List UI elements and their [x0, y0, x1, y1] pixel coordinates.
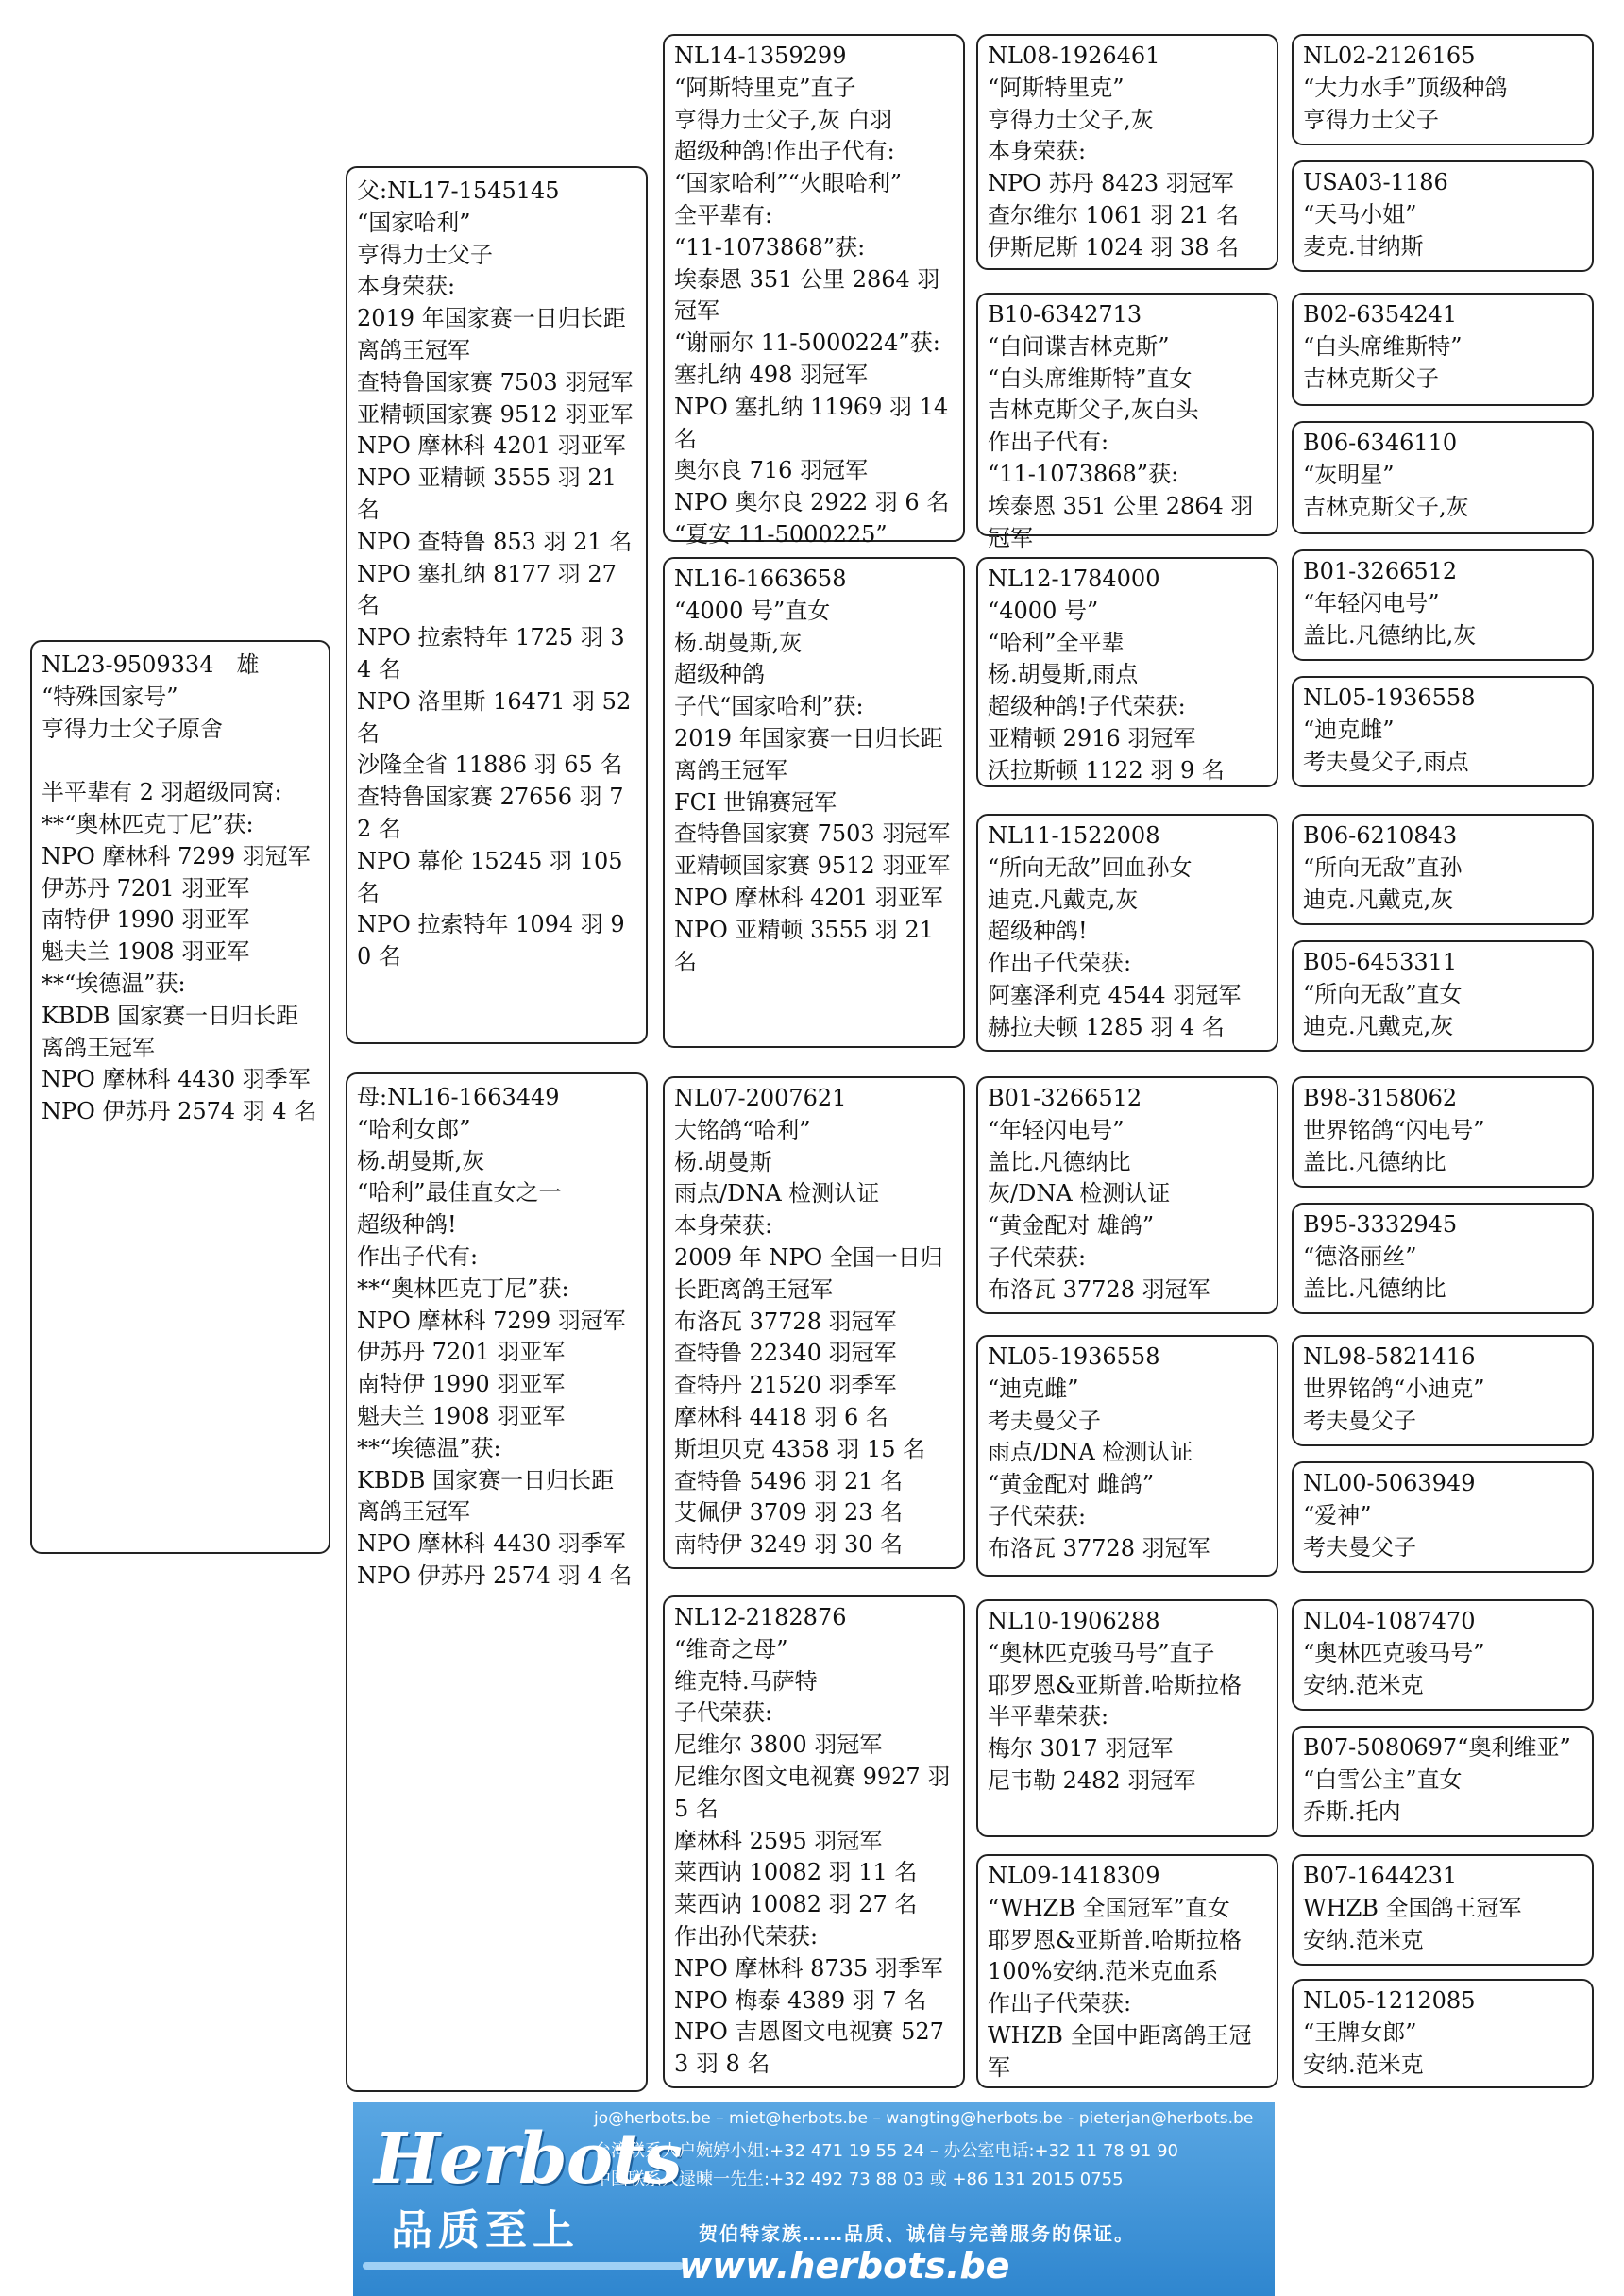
pedigree-line: 本身荣获: — [988, 138, 1087, 165]
pedigree-line: 乔斯.托内 — [1303, 1798, 1401, 1825]
pedigree-line: 子代荣获: — [988, 1502, 1087, 1529]
pedigree-line: 莱西讷 10082 羽 27 名 — [674, 1891, 918, 1918]
ring-number: USA03-1186 — [1303, 169, 1448, 195]
tagline: 贺伯特家族……品质、诚信与完善服务的保证。 — [699, 2222, 1135, 2245]
email-list[interactable]: jo@herbots.be – miet@herbots.be – wangting@herbots.be - pieterjan@herbots.be — [594, 2109, 1254, 2128]
pedigree-line: “奥林匹克骏马号” — [1303, 1639, 1485, 1666]
pedigree-line: NPO 摩林科 8735 羽季军 — [674, 1954, 943, 1982]
pedigree-line: “大力水手”顶级种鸽 — [1303, 74, 1508, 101]
pedigree-line: 摩林科 2595 羽冠军 — [674, 1827, 883, 1854]
pedigree-line: “11-1073868”获: — [674, 233, 866, 261]
pedigree-line: NPO 伊苏丹 2574 羽 4 名 — [357, 1562, 633, 1589]
pedigree-line: “所向无敌”直女 — [1303, 980, 1463, 1007]
slogan: 品质至上 — [391, 2206, 580, 2254]
pedigree-line: 尼维尔图文电视赛 9927 羽 5 名 — [674, 1763, 957, 1822]
pedigree-line: 布洛瓦 37728 羽冠军 — [674, 1308, 897, 1335]
pedigree-line: 赫拉夫顿 1285 羽 4 名 — [988, 1013, 1225, 1040]
gggp-card-9 — [1292, 1076, 1594, 1188]
pedigree-line: “4000 号” — [988, 597, 1099, 624]
pedigree-line: 100%安纳.范米克血系 — [988, 1958, 1219, 1985]
pedigree-line: 杨.胡曼斯,灰 — [357, 1147, 485, 1174]
herbots-logo: Herbots — [374, 2119, 682, 2200]
ring-number: B05-6453311 — [1303, 949, 1458, 975]
ring-number: NL02-2126165 — [1303, 42, 1476, 69]
gggp-card-8 — [1292, 940, 1594, 1052]
pedigree-line: 作出孙代荣获: — [674, 1922, 819, 1950]
gggp-card-5 — [1292, 549, 1594, 661]
pedigree-line: NPO 拉索特年 1094 羽 90 名 — [357, 911, 625, 971]
pedigree-line: NPO 摩林科 7299 羽冠军 — [42, 842, 311, 869]
pedigree-line: “所向无敌”回血孙女 — [988, 853, 1193, 881]
gggp-card-4 — [1292, 421, 1594, 534]
pedigree-line: “白头席维斯特” — [1303, 332, 1463, 360]
pedigree-line: 超级种鸽!子代荣获: — [988, 693, 1186, 720]
pedigree-line: “阿斯特里克”直子 — [674, 74, 856, 101]
pedigree-line: 迪克.凡戴克,灰 — [1303, 886, 1454, 913]
pedigree-line: NPO 摩林科 4430 羽季军 — [357, 1530, 626, 1558]
sire-sire-card — [663, 34, 965, 548]
pedigree-line: 南特伊 1990 羽亚军 — [42, 906, 250, 934]
pedigree-line: 亚精顿 2916 羽冠军 — [988, 724, 1196, 751]
pedigree-line: 杨.胡曼斯,雨点 — [988, 661, 1139, 688]
pedigree-line: 超级种鸽! — [988, 918, 1088, 945]
pedigree-line: 维克特.马萨特 — [674, 1667, 818, 1695]
pedigree-line: 2019 年国家赛一日归长距离鸽王冠军 — [674, 724, 943, 784]
ring-number: NL12-2182876 — [674, 1604, 847, 1630]
website-link[interactable]: www.herbots.be — [679, 2245, 1010, 2287]
ring-number: B06-6210843 — [1303, 822, 1458, 849]
pedigree-line: 杨.胡曼斯 — [674, 1148, 772, 1175]
pedigree-line: 摩林科 4418 羽 6 名 — [674, 1403, 888, 1430]
swoosh-decoration — [363, 2262, 684, 2270]
pedigree-line: 超级种鸽 — [674, 661, 765, 688]
pedigree-line: “国家哈利” — [357, 209, 471, 236]
ring-number: NL12-1784000 — [988, 566, 1160, 592]
pedigree-line: NPO 塞扎纳 8177 羽 27 名 — [357, 560, 624, 619]
pedigree-line: “夏安 11-5000225” — [674, 520, 888, 548]
pedigree-line: 梅尔 3017 羽冠军 — [988, 1735, 1174, 1763]
pedigree-line: 查特鲁国家赛 7503 羽冠军 — [357, 368, 634, 396]
pedigree-line: NPO 摩林科 4201 羽亚军 — [357, 432, 626, 460]
ggp-card-6 — [976, 1335, 1278, 1577]
ring-number: NL16-1663658 — [674, 566, 847, 592]
taiwan-contact: 台湾联系人户婉婷小姐:+32 471 19 55 24 – 办公室电话:+32 11 78 91 90 — [594, 2141, 1179, 2161]
pedigree-line: NPO 苏丹 8423 羽冠军 — [988, 170, 1234, 197]
gggp-card-14 — [1292, 1726, 1594, 1837]
ring-number: B07-1644231 — [1303, 1863, 1458, 1889]
pedigree-line: 查特鲁国家赛 27656 羽 72 名 — [357, 784, 624, 842]
ring-number: NL10-1906288 — [988, 1608, 1160, 1634]
ggp-card-7 — [976, 1599, 1278, 1837]
ring-number: B01-3266512 — [988, 1085, 1142, 1111]
pedigree-line: 耶罗恩&亚斯普.哈斯拉格 — [988, 1926, 1242, 1953]
pedigree-line: 考夫曼父子 — [1303, 1533, 1416, 1561]
pedigree-line: “维奇之母” — [674, 1635, 788, 1663]
pedigree-line: 考夫曼父子,雨点 — [1303, 748, 1469, 775]
pedigree-line: NPO 吉恩图文电视赛 5273 羽 8 名 — [674, 2018, 944, 2078]
pedigree-line: 雨点/DNA 检测认证 — [674, 1180, 880, 1207]
ring-number: NL05-1936558 — [988, 1343, 1160, 1370]
pedigree-line: 子代荣获: — [674, 1699, 773, 1727]
pedigree-line: “4000 号”直女 — [674, 597, 831, 624]
pedigree-line: 尼韦勒 2482 羽冠军 — [988, 1766, 1196, 1794]
pedigree-line: 作出子代荣获: — [988, 950, 1132, 977]
pedigree-line: “迪克雌” — [1303, 716, 1395, 743]
dam-dam-card — [663, 1595, 965, 2088]
pedigree-line: 吉林克斯父子 — [1303, 364, 1439, 392]
pedigree-line: 亨得力士父子,灰 白羽 — [674, 106, 893, 133]
pedigree-line: 伊斯尼斯 1024 羽 38 名 — [988, 233, 1240, 261]
pedigree-line: 伊苏丹 7201 羽亚军 — [42, 874, 250, 902]
ring-number: NL11-1522008 — [988, 822, 1160, 849]
pedigree-line: 查特丹 21520 羽季军 — [674, 1372, 897, 1399]
pedigree-line: “天马小姐” — [1303, 200, 1417, 228]
pedigree-line: 超级种鸽!作出子代有: — [674, 138, 895, 165]
pedigree-line: “白头席维斯特”直女 — [988, 364, 1193, 392]
china-contact: 中国联系人逯暕一先生:+32 492 73 88 03 或 +86 131 2015 0755 — [594, 2169, 1124, 2189]
gggp-card-1 — [1292, 34, 1594, 145]
pedigree-line: “白间谍吉林克斯” — [988, 332, 1170, 360]
pedigree-line: 麦克.甘纳斯 — [1303, 232, 1424, 260]
pedigree-line: 作出子代有: — [357, 1242, 479, 1270]
pedigree-line: 半平辈有 2 羽超级同窝: — [42, 779, 282, 806]
pedigree-line: NPO 伊苏丹 2574 羽 4 名 — [42, 1098, 317, 1125]
ring-number: B98-3158062 — [1303, 1085, 1458, 1111]
pedigree-line: 安纳.范米克 — [1303, 1671, 1424, 1698]
pedigree-line: 安纳.范米克 — [1303, 1926, 1424, 1953]
pedigree-line: “11-1073868”获: — [988, 460, 1179, 487]
pedigree-line — [42, 745, 319, 777]
pedigree-line: “特殊国家号” — [42, 683, 178, 710]
pedigree-line: “迪克雌” — [988, 1375, 1079, 1402]
ring-number: NL05-1212085 — [1303, 1987, 1476, 2014]
pedigree-line: “哈利”全平辈 — [988, 629, 1125, 656]
ring-number: NL98-5821416 — [1303, 1343, 1476, 1370]
pedigree-line: **“奥林匹克丁尼”获: — [357, 1275, 569, 1302]
pedigree-line: “谢丽尔 11-5000224”获: — [674, 329, 940, 357]
gggp-card-2 — [1292, 160, 1594, 272]
ring-number: 母:NL16-1663449 — [357, 1084, 560, 1110]
pedigree-line: 查尔维尔 1061 羽 21 名 — [988, 201, 1240, 228]
pedigree-line: 子代荣获: — [988, 1243, 1087, 1271]
dam-card — [346, 1072, 648, 2092]
pedigree-line: WHZB 全国鸽王冠军 — [1303, 1894, 1522, 1921]
pedigree-line: “王牌女郎” — [1303, 2018, 1417, 2046]
ring-number: B02-6354241 — [1303, 301, 1458, 328]
ring-number: B10-6342713 — [988, 301, 1142, 328]
pedigree-line: “所向无敌”直孙 — [1303, 853, 1463, 881]
ggp-card-4 — [976, 814, 1278, 1052]
ggp-card-5 — [976, 1076, 1278, 1314]
sire-card — [346, 166, 648, 1044]
pedigree-line: 考夫曼父子 — [988, 1407, 1101, 1434]
ring-number: NL14-1359299 — [674, 42, 847, 69]
pedigree-line: NPO 摩林科 4201 羽亚军 — [674, 884, 943, 911]
pedigree-line: 魁夫兰 1908 羽亚军 — [357, 1402, 566, 1429]
pedigree-line: 迪克.凡戴克,灰 — [988, 886, 1139, 913]
pedigree-line: 盖比.凡德纳比,灰 — [1303, 621, 1477, 649]
gggp-card-16 — [1292, 1979, 1594, 2088]
pedigree-line: 魁夫兰 1908 羽亚军 — [42, 938, 250, 966]
ring-number: B95-3332945 — [1303, 1211, 1458, 1238]
pedigree-line: 沙隆全省 11886 羽 65 名 — [357, 751, 623, 779]
pedigree-line: “年轻闪电号” — [1303, 589, 1440, 616]
pedigree-line: NPO 亚精顿 3555 羽 21 名 — [357, 464, 624, 523]
pedigree-line: NPO 摩林科 4430 羽季军 — [42, 1066, 311, 1093]
ring-number: B07-5080697“奥利维亚” — [1303, 1734, 1571, 1761]
pedigree-line: NPO 幕伦 15245 羽 105 名 — [357, 847, 631, 906]
ggp-card-8 — [976, 1854, 1278, 2088]
pedigree-line: 南特伊 3249 羽 30 名 — [674, 1531, 904, 1559]
pedigree-line: **“奥林匹克丁尼”获: — [42, 810, 254, 837]
pedigree-line: 考夫曼父子 — [1303, 1407, 1416, 1434]
pedigree-line: 亨得力士父子,灰 — [988, 106, 1154, 133]
sire-dam-card — [663, 557, 965, 1048]
pedigree-line: 世界铭鸽“闪电号” — [1303, 1116, 1485, 1143]
pedigree-line: “黄金配对 雄鸽” — [988, 1212, 1155, 1240]
dam-sire-card — [663, 1076, 965, 1569]
gggp-card-10 — [1292, 1203, 1594, 1314]
pedigree-line: NPO 拉索特年 1725 羽 34 名 — [357, 624, 625, 683]
subject-pigeon-card — [30, 640, 330, 1554]
pedigree-line: “灰明星” — [1303, 461, 1395, 488]
pedigree-line: 尼维尔 3800 羽冠军 — [674, 1731, 883, 1759]
pedigree-line: WHZB 全国中距离鸽王冠军 — [988, 2021, 1252, 2081]
pedigree-line: 迪克.凡戴克,灰 — [1303, 1012, 1454, 1039]
pedigree-line: NPO 摩林科 7299 羽冠军 — [357, 1307, 626, 1334]
pedigree-line: “年轻闪电号” — [988, 1116, 1125, 1143]
ring-number: NL00-5063949 — [1303, 1470, 1476, 1496]
pedigree-line: 雨点/DNA 检测认证 — [988, 1439, 1193, 1466]
pedigree-line: 盖比.凡德纳比 — [1303, 1275, 1446, 1302]
pedigree-line: “哈利”最佳直女之一 — [357, 1179, 562, 1207]
pedigree-line: 查特鲁 22340 羽冠军 — [674, 1340, 897, 1367]
ring-number: NL04-1087470 — [1303, 1608, 1476, 1634]
pedigree-line: 耶罗恩&亚斯普.哈斯拉格 — [988, 1671, 1242, 1698]
pedigree-line: 亚精顿国家赛 9512 羽亚军 — [357, 400, 634, 428]
pedigree-line: 阿塞泽利克 4544 羽冠军 — [988, 981, 1242, 1008]
pedigree-line: 奥尔良 716 羽冠军 — [674, 457, 869, 484]
gggp-card-12 — [1292, 1461, 1594, 1573]
pedigree-line: 2019 年国家赛一日归长距离鸽王冠军 — [357, 305, 626, 363]
ggp-card-1 — [976, 34, 1278, 270]
pedigree-line: 安纳.范米克 — [1303, 2051, 1424, 2078]
pedigree-line: 灰/DNA 检测认证 — [988, 1180, 1171, 1207]
pedigree-line: 沃拉斯顿 1122 羽 9 名 — [988, 756, 1225, 784]
pedigree-line: 本身荣获: — [674, 1212, 773, 1240]
gggp-card-7 — [1292, 814, 1594, 925]
pedigree-line: 布洛瓦 37728 羽冠军 — [988, 1275, 1210, 1303]
ring-number: NL05-1936558 — [1303, 684, 1476, 711]
pedigree-line: 查特鲁国家赛 7503 羽冠军 — [674, 820, 951, 848]
pedigree-line: 本身荣获: — [357, 273, 456, 300]
pedigree-line: 全平辈有: — [674, 201, 773, 228]
ring-number: NL08-1926461 — [988, 42, 1160, 69]
ggp-card-3 — [976, 557, 1278, 787]
pedigree-line: KBDB 国家赛一日归长距离鸽王冠军 — [357, 1466, 615, 1526]
pedigree-line: 亚精顿国家赛 9512 羽亚军 — [674, 853, 951, 880]
pedigree-line: 作出子代有: — [988, 429, 1109, 456]
pedigree-line: 莱西讷 10082 羽 11 名 — [674, 1859, 918, 1886]
pedigree-line: NPO 查特鲁 853 羽 21 名 — [357, 528, 633, 555]
pedigree-line: 2009 年 NPO 全国一日归长距离鸽王冠军 — [674, 1243, 943, 1303]
pedigree-line: NPO 奥尔良 2922 羽 6 名 — [674, 489, 950, 516]
pedigree-line: “德洛丽丝” — [1303, 1242, 1417, 1270]
pedigree-line: 大铭鸽“哈利” — [674, 1116, 811, 1143]
pedigree-line: 南特伊 1990 羽亚军 — [357, 1371, 566, 1398]
gggp-card-6 — [1292, 676, 1594, 787]
pedigree-line: “国家哈利”“火眼哈利” — [674, 170, 903, 197]
pedigree-line: 亨得力士父子 — [1303, 106, 1439, 133]
pedigree-line: 亨得力士父子原舍 — [42, 715, 223, 742]
ring-number: B06-6346110 — [1303, 430, 1458, 456]
pedigree-line: NPO 洛里斯 16471 羽 52 名 — [357, 687, 638, 747]
pedigree-line: 查特鲁 5496 羽 21 名 — [674, 1467, 904, 1494]
pedigree-line: 埃泰恩 351 公里 2864 羽冠军 — [674, 265, 940, 325]
pedigree-line: 子代“国家哈利”获: — [674, 693, 864, 720]
pedigree-line: 半平辈荣获: — [988, 1703, 1109, 1730]
pedigree-line: NPO 梅泰 4389 羽 7 名 — [674, 1986, 927, 2014]
pedigree-line: 盖比.凡德纳比 — [988, 1148, 1131, 1175]
gggp-card-13 — [1292, 1599, 1594, 1711]
pedigree-line: 盖比.凡德纳比 — [1303, 1148, 1446, 1175]
pedigree-line: **“埃德温”获: — [357, 1434, 501, 1461]
pedigree-line: “爱神” — [1303, 1501, 1372, 1528]
gggp-card-15 — [1292, 1854, 1594, 1966]
pedigree-line: NPO 亚精顿 3555 羽 21 名 — [674, 916, 941, 975]
pedigree-line: “白雪公主”直女 — [1303, 1765, 1463, 1793]
pedigree-line: 伊苏丹 7201 羽亚军 — [357, 1339, 566, 1366]
pedigree-line: 杨.胡曼斯,灰 — [674, 629, 803, 656]
pedigree-line: 吉林克斯父子,灰白头 — [988, 397, 1199, 424]
pedigree-line: “阿斯特里克” — [988, 74, 1125, 101]
pedigree-line: KBDB 国家赛一日归长距离鸽王冠军 — [42, 1002, 299, 1061]
ring-number: NL07-2007621 — [674, 1085, 847, 1111]
pedigree-line: “WHZB 全国冠军”直女 — [988, 1894, 1230, 1921]
herbots-banner — [353, 2102, 1275, 2296]
pedigree-line: 吉林克斯父子,灰 — [1303, 493, 1469, 520]
pedigree-line: 艾佩伊 3709 羽 23 名 — [674, 1499, 904, 1527]
ring-number: NL23-9509334 雄 — [42, 651, 260, 678]
pedigree-line: 亨得力士父子 — [357, 241, 493, 268]
pedigree-line: “黄金配对 雌鸽” — [988, 1471, 1155, 1498]
pedigree-line: 布洛瓦 37728 羽冠军 — [988, 1534, 1210, 1562]
pedigree-line: 超级种鸽! — [357, 1211, 457, 1239]
ggp-card-2 — [976, 293, 1278, 551]
pedigree-line: **“埃德温”获: — [42, 970, 186, 997]
gggp-card-3 — [1292, 293, 1594, 406]
pedigree-line: 作出子代荣获: — [988, 1990, 1132, 2017]
pedigree-line: 世界铭鸽“小迪克” — [1303, 1375, 1485, 1402]
pedigree-line: NPO 塞扎纳 11969 羽 14 名 — [674, 393, 956, 452]
ring-number: B01-3266512 — [1303, 558, 1458, 584]
ring-number: 父:NL17-1545145 — [357, 177, 560, 204]
gggp-card-11 — [1292, 1335, 1594, 1446]
pedigree-line: “奥林匹克骏马号”直子 — [988, 1639, 1215, 1666]
pedigree-line: FCI 世锦赛冠军 — [674, 788, 837, 816]
pedigree-line: 塞扎纳 498 羽冠军 — [674, 361, 869, 388]
pedigree-line: 斯坦贝克 4358 羽 15 名 — [674, 1435, 926, 1462]
pedigree-line: 埃泰恩 351 公里 2864 羽冠军 — [988, 492, 1254, 551]
ring-number: NL09-1418309 — [988, 1863, 1160, 1889]
pedigree-line: “哈利女郎” — [357, 1115, 471, 1142]
